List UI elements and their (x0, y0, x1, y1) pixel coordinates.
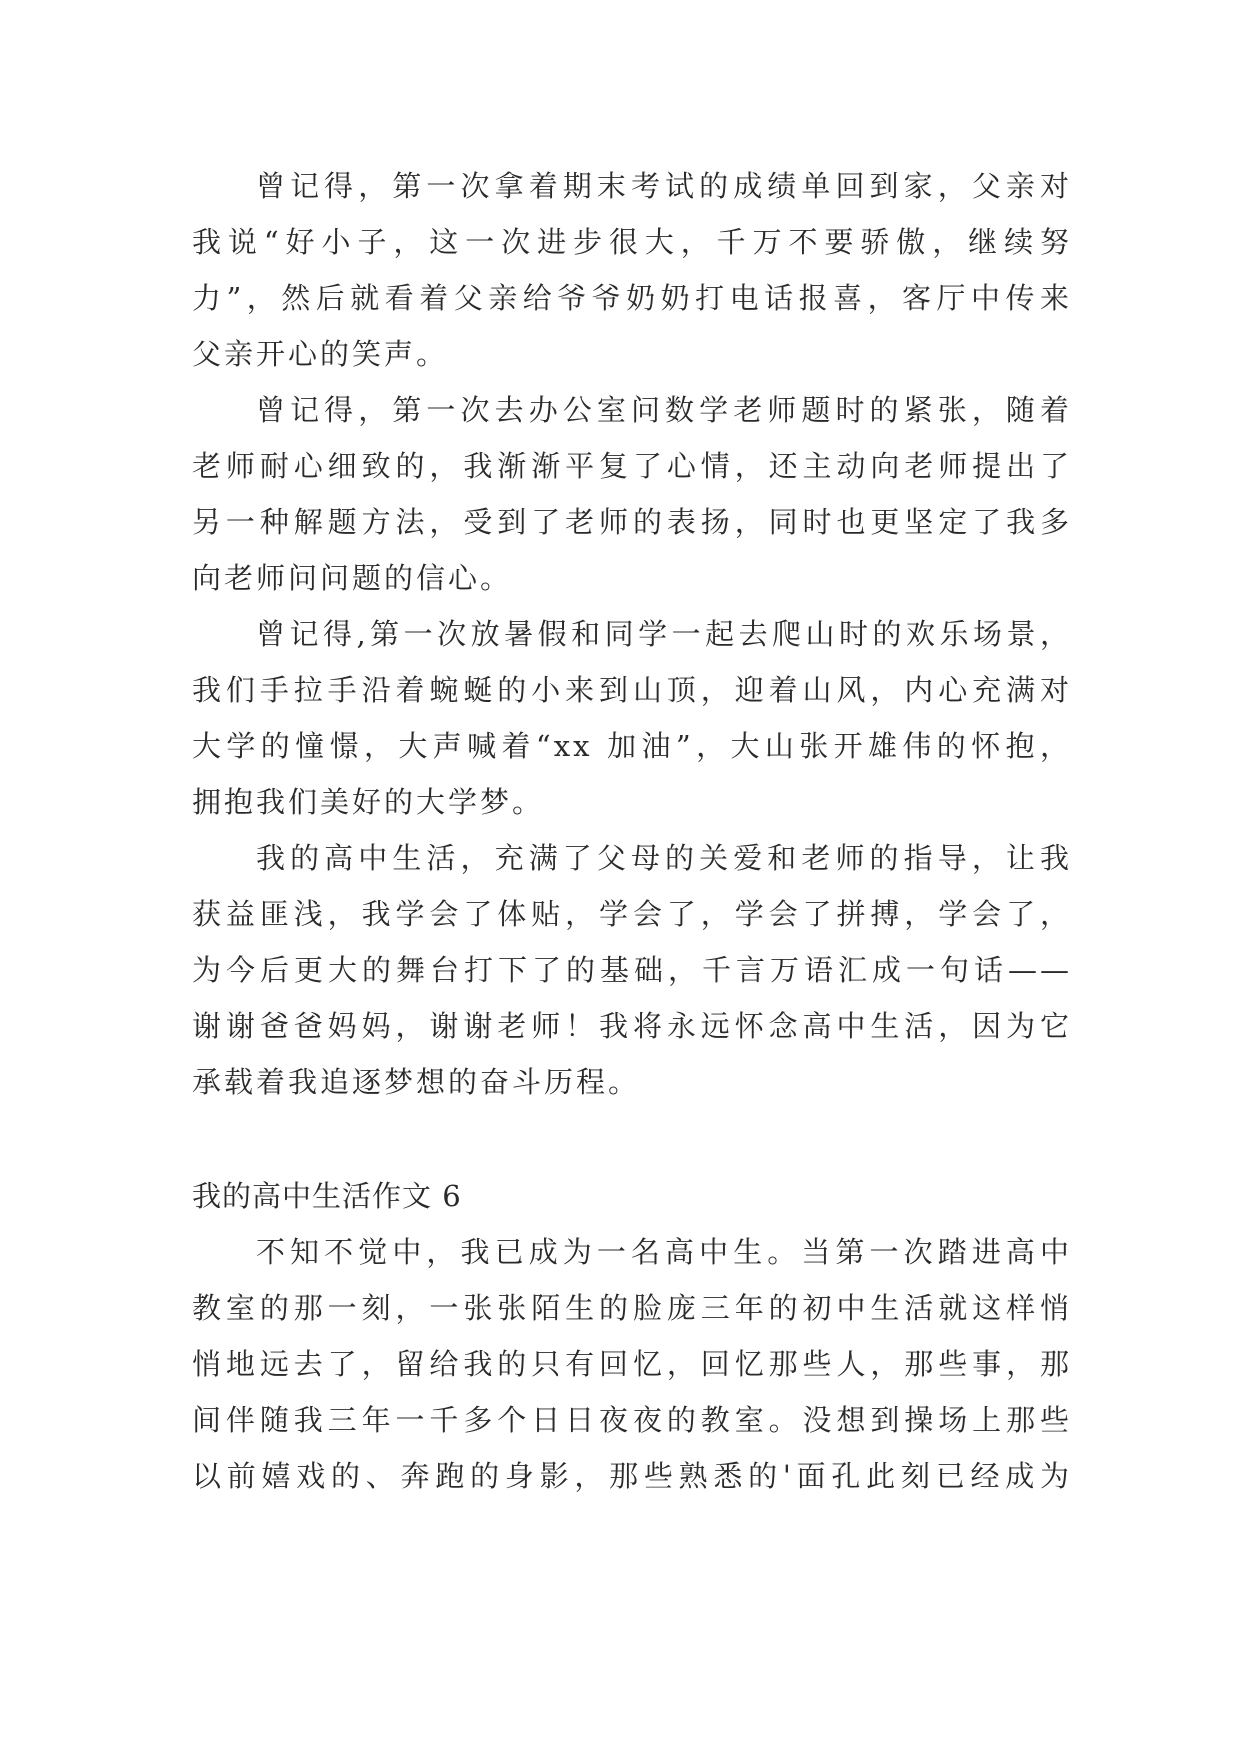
section-paragraph-line-5: 以前嬉戏的、奔跑的身影，那些熟悉的'面孔此刻已经成为 (192, 1459, 1072, 1493)
section-paragraph-line-3: 悄地远去了，留给我的只有回忆，回忆那些人，那些事，那 (192, 1347, 1072, 1381)
section-title: 我的高中生活作文 6 (192, 1179, 462, 1213)
section-paragraph-line-1: 不知不觉中，我已成为一名高中生。当第一次踏进高中 (256, 1235, 1072, 1269)
paragraph-1-line-2: 我说“好小子，这一次进步很大，千万不要骄傲，继续努 (192, 225, 1072, 259)
paragraph-1-line-3: 力”，然后就看着父亲给爷爷奶奶打电话报喜，客厅中传来 (192, 281, 1072, 315)
paragraph-2-line-1: 曾记得，第一次去办公室问数学老师题时的紧张，随着 (256, 393, 1072, 427)
paragraph-3-line-4: 拥抱我们美好的大学梦。 (192, 785, 545, 819)
section-paragraph-line-2: 教室的那一刻，一张张陌生的脸庞三年的初中生活就这样悄 (192, 1291, 1072, 1325)
paragraph-4-line-1: 我的高中生活，充满了父母的关爱和老师的指导，让我 (256, 841, 1072, 875)
paragraph-3-line-3: 大学的憧憬，大声喊着“xx 加油”，大山张开雄伟的怀抱， (192, 729, 1072, 763)
paragraph-1-line-4: 父亲开心的笑声。 (192, 337, 449, 371)
paragraph-4-line-5: 承载着我追逐梦想的奋斗历程。 (192, 1065, 641, 1099)
paragraph-4-line-3: 为今后更大的舞台打下了的基础，千言万语汇成一句话—— (192, 953, 1072, 987)
paragraph-2-line-4: 向老师问问题的信心。 (192, 561, 513, 595)
paragraph-2-line-2: 老师耐心细致的，我渐渐平复了心情，还主动向老师提出了 (192, 449, 1072, 483)
paragraph-4-line-4: 谢谢爸爸妈妈，谢谢老师！我将永远怀念高中生活，因为它 (192, 1009, 1072, 1043)
paragraph-3-line-1: 曾记得,第一次放暑假和同学一起去爬山时的欢乐场景， (256, 617, 1072, 651)
section-paragraph-line-4: 间伴随我三年一千多个日日夜夜的教室。没想到操场上那些 (192, 1403, 1072, 1437)
paragraph-2-line-3: 另一种解题方法，受到了老师的表扬，同时也更坚定了我多 (192, 505, 1072, 539)
paragraph-3-line-2: 我们手拉手沿着蜿蜒的小来到山顶，迎着山风，内心充满对 (192, 673, 1072, 707)
paragraph-4-line-2: 获益匪浅，我学会了体贴，学会了，学会了拼搏，学会了， (192, 897, 1072, 931)
paragraph-1-line-1: 曾记得，第一次拿着期末考试的成绩单回到家，父亲对 (256, 169, 1072, 203)
